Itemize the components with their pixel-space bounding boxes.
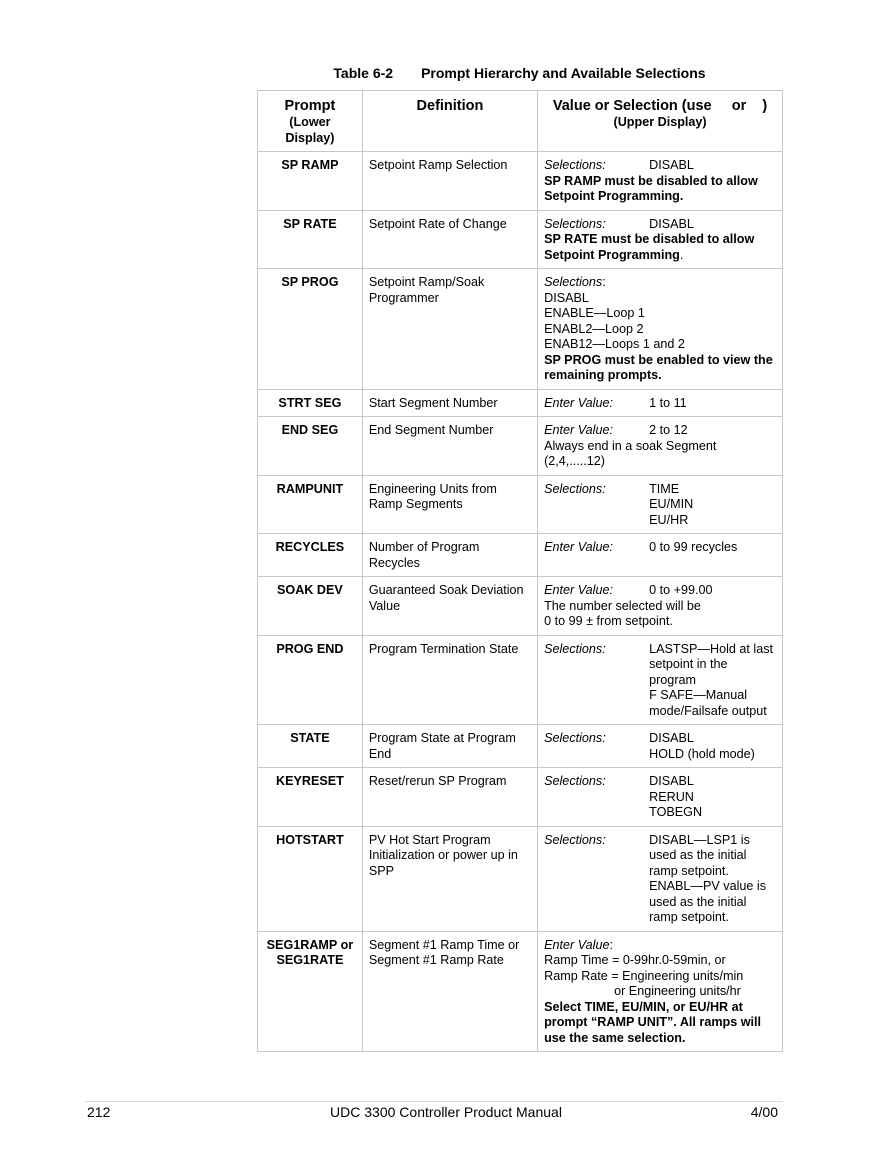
value-line: [544, 747, 776, 763]
footer-rule: [85, 1101, 783, 1102]
definition-cell: Start Segment Number: [362, 389, 537, 417]
value-line: [544, 599, 776, 615]
table-row: [258, 931, 783, 1052]
header-prompt: Prompt (Lower Display): [258, 91, 363, 152]
definition-cell: End Segment Number: [362, 417, 537, 476]
value-line-key: Selections:: [544, 481, 606, 496]
value-cell: [538, 417, 783, 476]
table-row: [258, 389, 783, 417]
value-line: [544, 497, 776, 513]
value-line-text: Always end in a soak Segment (2,4,.....12): [544, 438, 717, 468]
table-row: [258, 269, 783, 390]
prompt-cell: SP PROG: [258, 269, 363, 390]
prompt-cell: KEYRESET: [258, 768, 363, 827]
value-line: [544, 774, 776, 790]
value-line-value: EU/HR: [649, 512, 689, 527]
value-line: [544, 322, 776, 338]
value-line: [544, 439, 776, 470]
value-line: [544, 232, 776, 263]
definition-cell: PV Hot Start Program Initialization or power up in SPP: [362, 826, 537, 931]
prompt-cell: SP RATE: [258, 210, 363, 269]
value-line-key: Enter Value:: [544, 395, 613, 410]
value-line-key: [544, 790, 649, 806]
value-line-value: TOBEGN: [649, 805, 703, 819]
value-line-key: Selections:: [544, 216, 606, 231]
value-line: [544, 879, 776, 926]
value-line-text: ENABLE—Loop 1: [544, 306, 645, 320]
value-line-value: F SAFE—Manual mode/Failsafe output: [649, 688, 767, 718]
value-line-value: RERUN: [649, 789, 694, 804]
value-line-value: ENABL—PV value is used as the initial ramp setpoint.: [649, 879, 767, 924]
value-line-bold: Select TIME, EU/MIN, or EU/HR at prompt “RAMP UNIT”. All ramps will use the same selection.: [544, 999, 762, 1045]
table-title: Prompt Hierarchy and Available Selections: [421, 65, 706, 81]
definition-cell: Setpoint Rate of Change: [362, 210, 537, 269]
value-line-key: [544, 497, 649, 513]
value-line: [544, 938, 776, 954]
prompt-cell: STRT SEG: [258, 389, 363, 417]
value-line-italic: Enter Value: [544, 937, 610, 952]
value-line-value: 0 to 99 recycles: [649, 540, 738, 554]
value-line: [544, 353, 776, 384]
footer-page-number: 212: [87, 1104, 111, 1120]
value-line-text: ENAB12—Loops 1 and 2: [544, 337, 685, 351]
value-line-value: TIME: [649, 481, 680, 496]
value-line-bold: SP PROG must be enabled to view the remaining prompts.: [544, 352, 773, 382]
value-cell: [538, 768, 783, 827]
value-line-key: Enter Value:: [544, 540, 613, 554]
value-line: [544, 1000, 776, 1047]
prompt-cell: SEG1RAMP or SEG1RATE: [258, 931, 363, 1052]
value-line: [544, 642, 776, 689]
value-line: [544, 790, 776, 806]
value-line-key: Selections:: [544, 774, 606, 788]
value-cell: [538, 577, 783, 636]
value-line-key: [544, 513, 649, 529]
header-value: Value or Selection (use or ) (Upper Display): [538, 91, 783, 152]
value-line: [544, 614, 776, 630]
table-row: [258, 725, 783, 768]
value-line-key: Selections:: [544, 641, 606, 656]
prompt-cell: SOAK DEV: [258, 577, 363, 636]
value-line: [544, 158, 776, 174]
value-line-text: .: [679, 247, 684, 262]
value-line-key: Selections:: [544, 731, 606, 745]
value-cell: [538, 931, 783, 1052]
value-line-text: or Engineering units/hr: [614, 984, 741, 998]
definition-cell: Guaranteed Soak Deviation Value: [362, 577, 537, 636]
definition-cell: Setpoint Ramp/Soak Programmer: [362, 269, 537, 390]
value-cell: [538, 475, 783, 534]
value-line: [544, 423, 776, 439]
prompt-cell: STATE: [258, 725, 363, 768]
value-line-value: DISABL: [649, 216, 694, 231]
value-line-value: LASTSP—Hold at last setpoint in the program: [649, 641, 773, 687]
value-line-value: DISABL: [649, 731, 694, 745]
value-line-text: :: [602, 275, 606, 289]
value-line: [544, 306, 776, 322]
value-line-value: EU/MIN: [649, 497, 694, 511]
value-line: [544, 969, 776, 985]
value-cell: [538, 534, 783, 577]
table-caption: [257, 65, 782, 81]
prompt-cell: RECYCLES: [258, 534, 363, 577]
definition-cell: Program Termination State: [362, 635, 537, 725]
value-line: [544, 275, 776, 291]
prompt-cell: HOTSTART: [258, 826, 363, 931]
table-row: [258, 768, 783, 827]
value-line-text: The number selected will be: [544, 598, 701, 613]
value-line-bold: SP RAMP must be disabled to allow Setpoint Programming.: [544, 173, 758, 203]
value-line: [544, 396, 776, 412]
value-line-key: [544, 688, 649, 719]
value-line-value: DISABL: [649, 774, 694, 788]
value-cell: [538, 389, 783, 417]
value-line-value: 2 to 12: [649, 423, 688, 437]
value-line: [544, 688, 776, 719]
value-line-key: [544, 805, 649, 821]
table-header-row: [258, 91, 783, 152]
value-cell: [538, 725, 783, 768]
value-line-value: DISABL: [649, 158, 694, 172]
value-line: [544, 540, 776, 556]
value-line: [544, 731, 776, 747]
value-line-bold: SP RATE must be disabled to allow Setpoint Programming: [544, 232, 755, 262]
value-line: [544, 337, 776, 353]
value-line: [544, 833, 776, 880]
definition-cell: Program State at Program End: [362, 725, 537, 768]
definition-cell: Engineering Units from Ramp Segments: [362, 475, 537, 534]
definition-cell: Number of Program Recycles: [362, 534, 537, 577]
value-line-key: Selections:: [544, 832, 606, 847]
value-line: [544, 805, 776, 821]
value-line-text: Ramp Rate = Engineering units/min: [544, 968, 744, 983]
value-line-key: Enter Value:: [544, 583, 613, 597]
value-line-value: 1 to 11: [649, 395, 687, 410]
table-row: [258, 417, 783, 476]
value-line-italic: Selections: [544, 275, 603, 289]
value-line: [544, 482, 776, 498]
value-line: [544, 953, 776, 969]
value-cell: [538, 826, 783, 931]
table-row: [258, 577, 783, 636]
value-line-text: Ramp Time = 0-99hr.0-59min, or: [544, 953, 726, 967]
table-row: [258, 210, 783, 269]
prompt-cell: RAMPUNIT: [258, 475, 363, 534]
table-row: [258, 152, 783, 211]
footer-manual-title: UDC 3300 Controller Product Manual: [330, 1104, 562, 1120]
prompt-cell: PROG END: [258, 635, 363, 725]
value-cell: [538, 269, 783, 390]
value-cell: [538, 635, 783, 725]
value-line: [544, 217, 776, 233]
header-definition: Definition: [362, 91, 537, 152]
value-cell: [538, 210, 783, 269]
value-line-text: ENABL2—Loop 2: [544, 321, 644, 336]
table-row: [258, 534, 783, 577]
value-line-key: [544, 879, 649, 926]
table-number: Table 6-2: [333, 65, 394, 81]
value-line: [544, 513, 776, 529]
table-row: [258, 826, 783, 931]
footer-date: 4/00: [750, 1104, 778, 1120]
value-line: [544, 174, 776, 205]
value-line-key: Enter Value:: [544, 423, 613, 437]
value-line-value: DISABL—LSP1 is used as the initial ramp setpoint.: [649, 832, 750, 878]
value-line-text: :: [609, 937, 613, 952]
value-cell: [538, 152, 783, 211]
value-line: [544, 291, 776, 307]
prompt-hierarchy-table: [257, 90, 783, 1052]
value-line-value: 0 to +99.00: [649, 583, 713, 597]
definition-cell: Setpoint Ramp Selection: [362, 152, 537, 211]
value-line: [544, 984, 776, 1000]
prompt-cell: END SEG: [258, 417, 363, 476]
value-line-text: DISABL: [544, 290, 589, 305]
table-row: [258, 635, 783, 725]
value-line-text: 0 to 99 ± from setpoint.: [544, 614, 673, 628]
table-row: [258, 475, 783, 534]
value-line-key: Selections:: [544, 158, 606, 172]
value-line-value: HOLD (hold mode): [649, 746, 755, 761]
value-line: [544, 583, 776, 599]
table-body: [258, 152, 783, 1052]
prompt-cell: SP RAMP: [258, 152, 363, 211]
definition-cell: Reset/rerun SP Program: [362, 768, 537, 827]
value-line-key: [544, 747, 649, 763]
definition-cell: Segment #1 Ramp Time or Segment #1 Ramp Rate: [362, 931, 537, 1052]
